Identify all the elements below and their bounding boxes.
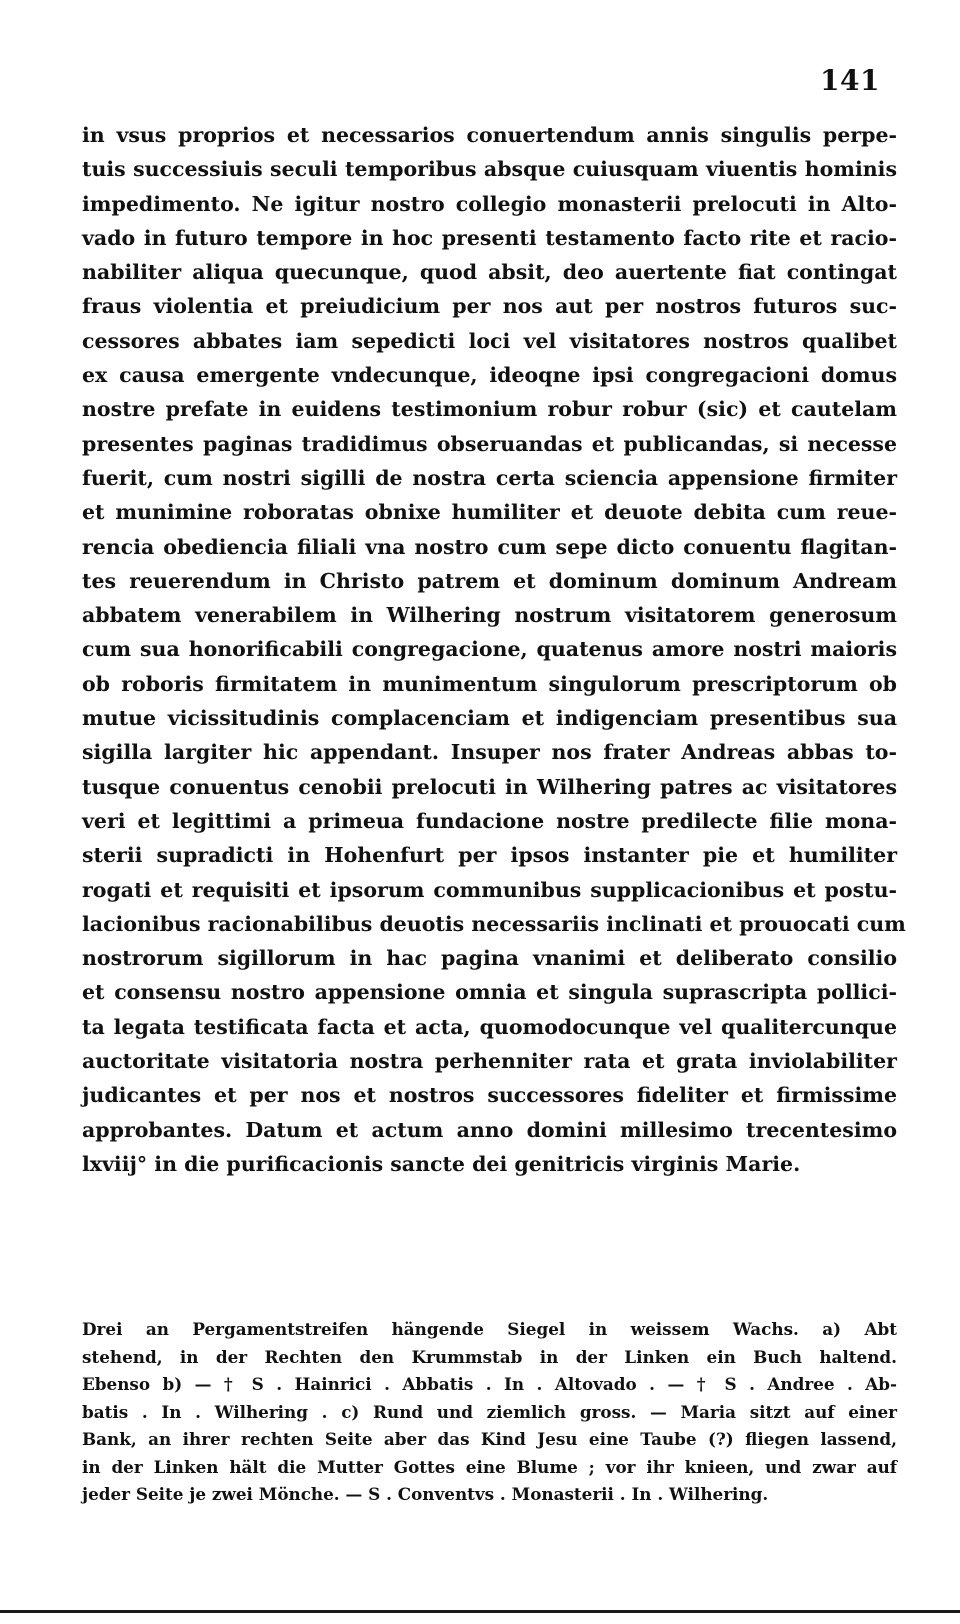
text-line: mutue vicissitudinis complacenciam et indigenciam presentibus sua <box>82 706 897 731</box>
text-line: sigilla largiter hic appendant. Insuper nos frater Andreas abbas to- <box>82 740 897 765</box>
note-line: in der Linken hält die Mutter Gottes eine Blume ; vor ihr knieen, und zwar auf <box>82 1456 897 1477</box>
text-line: et consensu nostro appensione omnia et singula suprascripta pollici- <box>82 980 897 1005</box>
text-line: rogati et requisiti et ipsorum communibus supplicacionibus et postu- <box>82 877 897 902</box>
note-line: jeder Seite je zwei Mönche. — S . Conventvs . Monasterii . In . Wilhering. <box>82 1484 769 1504</box>
text-line: nostrorum sigillorum in hac pagina vnanimi et deliberato consilio <box>82 946 897 971</box>
note-line: batis . In . Wilhering . c) Rund und ziemlich gross. — Maria sitzt auf einer <box>82 1401 897 1422</box>
text-line: cessores abbates iam sepedicti loci vel visitatores nostros qualibet <box>82 328 897 353</box>
text-line: lacionibus racionabilibus deuotis necessariis inclinati et prouocati cum <box>82 911 906 936</box>
note-line: Ebenso b) — † S . Hainrici . Abbatis . In . Altovado . — † S . Andree . Ab- <box>82 1374 897 1394</box>
page-bottom-edge <box>0 1610 960 1613</box>
text-line: presentes paginas tradidimus obseruandas et publicandas, si necesse <box>82 431 897 456</box>
text-line: abbatem venerabilem in Wilhering nostrum visitatorem generosum <box>82 603 897 628</box>
text-line: rencia obediencia filiali vna nostro cum sepe dicto conuentu flagitan- <box>82 534 897 559</box>
note-line: stehend, in der Rechten den Krummstab in der Linken ein Buch haltend. <box>82 1346 897 1367</box>
text-line: nabiliter aliqua quecunque, quod absit, deo auertente fiat contingat <box>82 260 897 285</box>
text-line: veri et legittimi a primeua fundacione nostre predilecte filie mona- <box>82 808 897 833</box>
charter-text <box>82 118 906 1181</box>
text-line: lxviij° in die purificacionis sancte dei genitricis virginis Marie. <box>82 1151 801 1176</box>
text-line: ta legata testificata facta et acta, quomodocunque vel qualitercunque <box>82 1014 897 1039</box>
text-line: nostre prefate in euidens testimonium robur robur (sic) et cautelam <box>82 397 897 422</box>
text-line: judicantes et per nos et nostros successores fideliter et firmissime <box>82 1083 897 1108</box>
text-line: impedimento. Ne igitur nostro collegio monasterii prelocuti in Alto- <box>82 191 897 216</box>
text-line: cum sua honorificabili congregacione, quatenus amore nostri maioris <box>82 637 897 662</box>
page-number: 141 <box>820 64 880 97</box>
seal-description-note <box>82 1316 897 1509</box>
text-line: tes reuerendum in Christo patrem et dominum dominum Andream <box>82 568 897 593</box>
text-line: auctoritate visitatoria nostra perhenniter rata et grata inviolabiliter <box>82 1049 897 1074</box>
text-line: vado in futuro tempore in hoc presenti testamento facto rite et racio- <box>82 225 897 250</box>
text-line: tuis successiuis seculi temporibus absque cuiusquam viuentis hominis <box>82 157 897 182</box>
note-line: Drei an Pergamentstreifen hängende Siegel in weissem Wachs. a) Abt <box>82 1319 897 1339</box>
text-line: et munimine roboratas obnixe humiliter et deuote debita cum reue- <box>82 500 897 525</box>
note-line: Bank, an ihrer rechten Seite aber das Kind Jesu eine Taube (?) fliegen lassend, <box>82 1429 897 1449</box>
text-line: tusque conuentus cenobii prelocuti in Wilhering patres ac visitatores <box>82 774 897 799</box>
text-line: fuerit, cum nostri sigilli de nostra certa sciencia appensione firmiter <box>82 465 897 490</box>
text-line: ob roboris firmitatem in munimentum singulorum prescriptorum ob <box>82 671 897 696</box>
text-line: ex causa emergente vndecunque, ideoqne ipsi congregacioni domus <box>82 363 897 388</box>
text-line: fraus violentia et preiudicium per nos aut per nostros futuros suc- <box>82 294 897 319</box>
text-line: sterii supradicti in Hohenfurt per ipsos instanter pie et humiliter <box>82 843 897 868</box>
text-line: in vsus proprios et necessarios conuertendum annis singulis perpe- <box>82 123 897 147</box>
text-line: approbantes. Datum et actum anno domini millesimo trecentesimo <box>82 1117 897 1142</box>
